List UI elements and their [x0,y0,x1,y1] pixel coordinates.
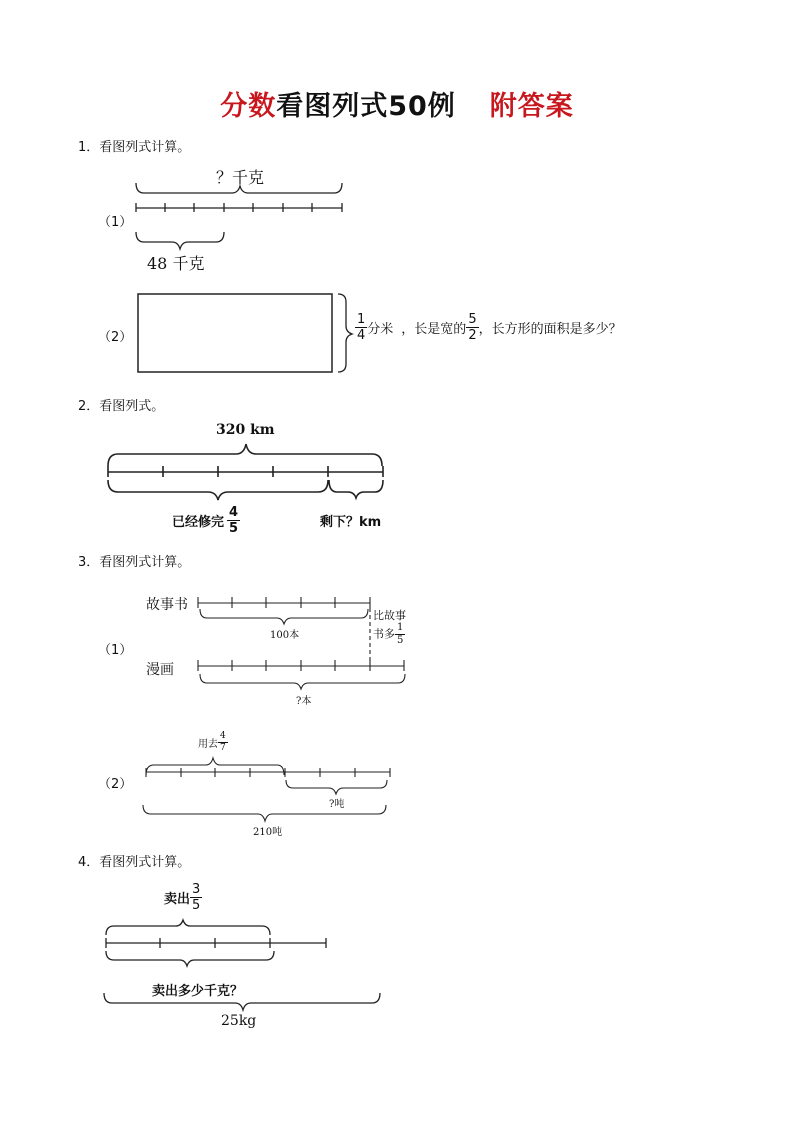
q2-left-label: 已经修完 $\frac{4}{5}$ [172,505,239,536]
q2-heading: 2．看图列式。 [78,399,165,414]
q2-left-fraction: $\frac{4}{5}$ [229,505,239,536]
q4-middle-label: 卖出多少千克？ [150,980,245,999]
q4-total-label: 25kg [221,1013,257,1029]
q3-compare-label: 比故事 书多 $\frac{1}{5}$ [373,609,406,646]
q3-p2-top-fraction: $\frac{4}{7}$ [220,731,226,753]
q1-p1-bottom-label: 48 千克 [147,254,205,273]
q1-p2-number: （2） [98,330,133,345]
q1-p1-number: （1） [98,215,133,230]
q3-p2-top-label: 用去 $\frac{4}{7}$ [198,731,226,753]
q1-p2-text2: ，长方形的面积是多少？ [478,322,622,337]
q1-p2-fraction: $\frac{1}{4}$ [357,312,366,343]
q1-p2-unit: 分米 [367,322,394,337]
q3-row-comics: 漫画 [146,662,174,678]
q1-p2-fraction2: $\frac{5}{2}$ [468,312,477,343]
q1-p2-text [355,313,622,342]
q3-row-storybooks: 故事书 [146,597,188,613]
q3-p1-number: （1） [98,643,133,658]
q3-row1-total: 100本 [270,630,300,641]
q3-compare-fraction: $\frac{1}{5}$ [397,622,404,646]
q1-p1-top-label: ？千克 [216,168,265,187]
q3-p2-question-label: ?吨 [329,799,345,810]
q2-right-label: 剩下？km [320,515,382,530]
q3-p2-number: （2） [98,777,133,792]
q4-heading: 4．看图列式计算。 [78,855,191,870]
q3-p2-total-label: 210吨 [253,827,283,838]
q4-top-label: 卖出 $\frac{3}{5}$ [164,882,201,913]
q4-top-fraction: $\frac{3}{5}$ [192,882,201,913]
q3-p2-diagram [143,758,390,821]
title-part-fraction: 分数 [220,91,277,122]
q1-heading: 1．看图列式计算。 [78,140,191,155]
q3-row2-total: ?本 [296,696,312,707]
title-part-main: 看图列式50例 [276,91,456,122]
title-part-answers: 附答案 [489,91,574,122]
q1-p1-diagram [136,183,342,249]
q3-heading: 3．看图列式计算。 [78,555,191,570]
q1-p2-diagram [138,294,352,372]
q2-top-label: 320 km [216,422,275,438]
q2-diagram [108,444,383,500]
q1-p2-text1: ，长是宽的 [401,322,467,337]
